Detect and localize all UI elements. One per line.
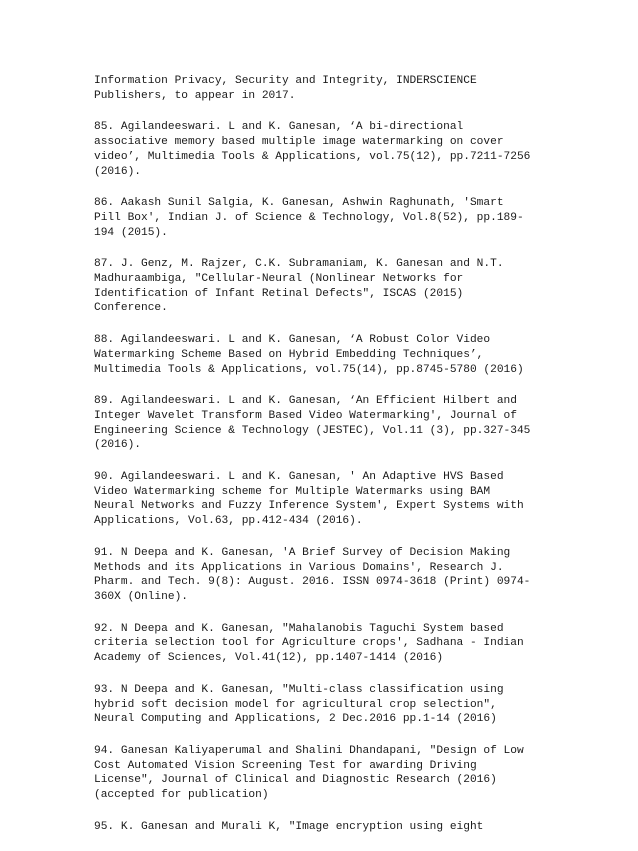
text-line: Integer Wavelet Transform Based Video Watermarking', Journal of [94,409,517,422]
text-line: Watermarking Scheme Based on Hybrid Embedding Techniques’, [94,348,484,361]
text-line: video’, Multimedia Tools & Applications, vol.75(12), pp.7211-7256 [94,150,531,163]
reference-list [94,74,564,851]
reference-entry [94,394,564,453]
text-line: 85. Agilandeeswari. L and K. Ganesan, ‘A bi-directional [94,121,464,134]
text-line: Information Privacy, Security and Integrity, INDERSCIENCE [94,75,477,87]
reference-entry [94,683,564,727]
text-line: Multimedia Tools & Applications, vol.75(14), pp.8745-5780 (2016) [94,363,524,376]
text-line: 95. K. Ganesan and Murali K, "Image encryption using eight [94,820,484,833]
text-line: Methods and its Applications in Various Domains', Research J. [94,561,504,574]
text-line: 194 (2015). [94,226,168,239]
reference-entry [94,820,564,835]
reference-entry [94,470,564,529]
text-line: 86. Aakash Sunil Salgia, K. Ganesan, Ashwin Raghunath, 'Smart [94,197,504,210]
text-line: Conference. [94,302,168,315]
reference-entry [94,622,564,666]
text-line: Video Watermarking scheme for Multiple Watermarks using BAM [94,485,491,498]
text-line: criteria selection tool for Agriculture crops', Sadhana - Indian [94,637,524,650]
text-line: Publishers, to appear in 2017. [94,89,296,102]
text-line: Cost Automated Vision Screening Test for awarding Driving [94,759,477,772]
text-line: 87. J. Genz, M. Rajzer, C.K. Subramaniam, K. Ganesan and N.T. [94,258,504,271]
reference-entry [94,257,564,316]
reference-entry [94,120,564,179]
text-line: associative memory based multiple image watermarking on cover [94,136,504,149]
text-line: Neural Computing and Applications, 2 Dec.2016 pp.1-14 (2016) [94,713,497,726]
text-line: Identification of Infant Retinal Defects", ISCAS (2015) [94,287,464,300]
text-line: Neural Networks and Fuzzy Inference System', Expert Systems with [94,500,524,513]
text-line: Pharm. and Tech. 9(8): August. 2016. ISSN 0974-3618 (Print) 0974- [94,576,531,589]
text-line: Academy of Sciences, Vol.41(12), pp.1407-1414 (2016) [94,652,444,665]
text-line: Engineering Science & Technology (JESTEC), Vol.11 (3), pp.327-345 [94,424,531,437]
text-line: 94. Ganesan Kaliyaperumal and Shalini Dhandapani, "Design of Low [94,744,524,757]
text-line: (2016). [94,439,141,452]
reference-entry [94,74,564,103]
text-line: hybrid soft decision model for agricultural crop selection", [94,698,497,711]
reference-entry [94,333,564,377]
text-line: License", Journal of Clinical and Diagnostic Research (2016) [94,774,497,787]
text-line: Madhuraambiga, "Cellular-Neural (Nonlinear Networks for [94,273,464,286]
text-line: 360X (Online). [94,590,188,603]
text-line: (2016). [94,165,141,178]
text-line: 90. Agilandeeswari. L and K. Ganesan, ' An Adaptive HVS Based [94,471,504,484]
text-line: (accepted for publication) [94,789,269,802]
reference-entry [94,546,564,605]
text-line: 93. N Deepa and K. Ganesan, "Multi-class classification using [94,683,504,696]
text-line: 92. N Deepa and K. Ganesan, "Mahalanobis Taguchi System based [94,622,504,635]
text-line: Applications, Vol.63, pp.412-434 (2016). [94,515,363,528]
text-line: 88. Agilandeeswari. L and K. Ganesan, ‘A Robust Color Video [94,334,491,347]
reference-entry [94,196,564,240]
reference-entry [94,744,564,803]
text-line: 91. N Deepa and K. Ganesan, 'A Brief Survey of Decision Making [94,546,511,559]
text-line: Pill Box', Indian J. of Science & Technology, Vol.8(52), pp.189- [94,211,524,224]
text-line: 89. Agilandeeswari. L and K. Ganesan, ‘An Efficient Hilbert and [94,395,517,408]
